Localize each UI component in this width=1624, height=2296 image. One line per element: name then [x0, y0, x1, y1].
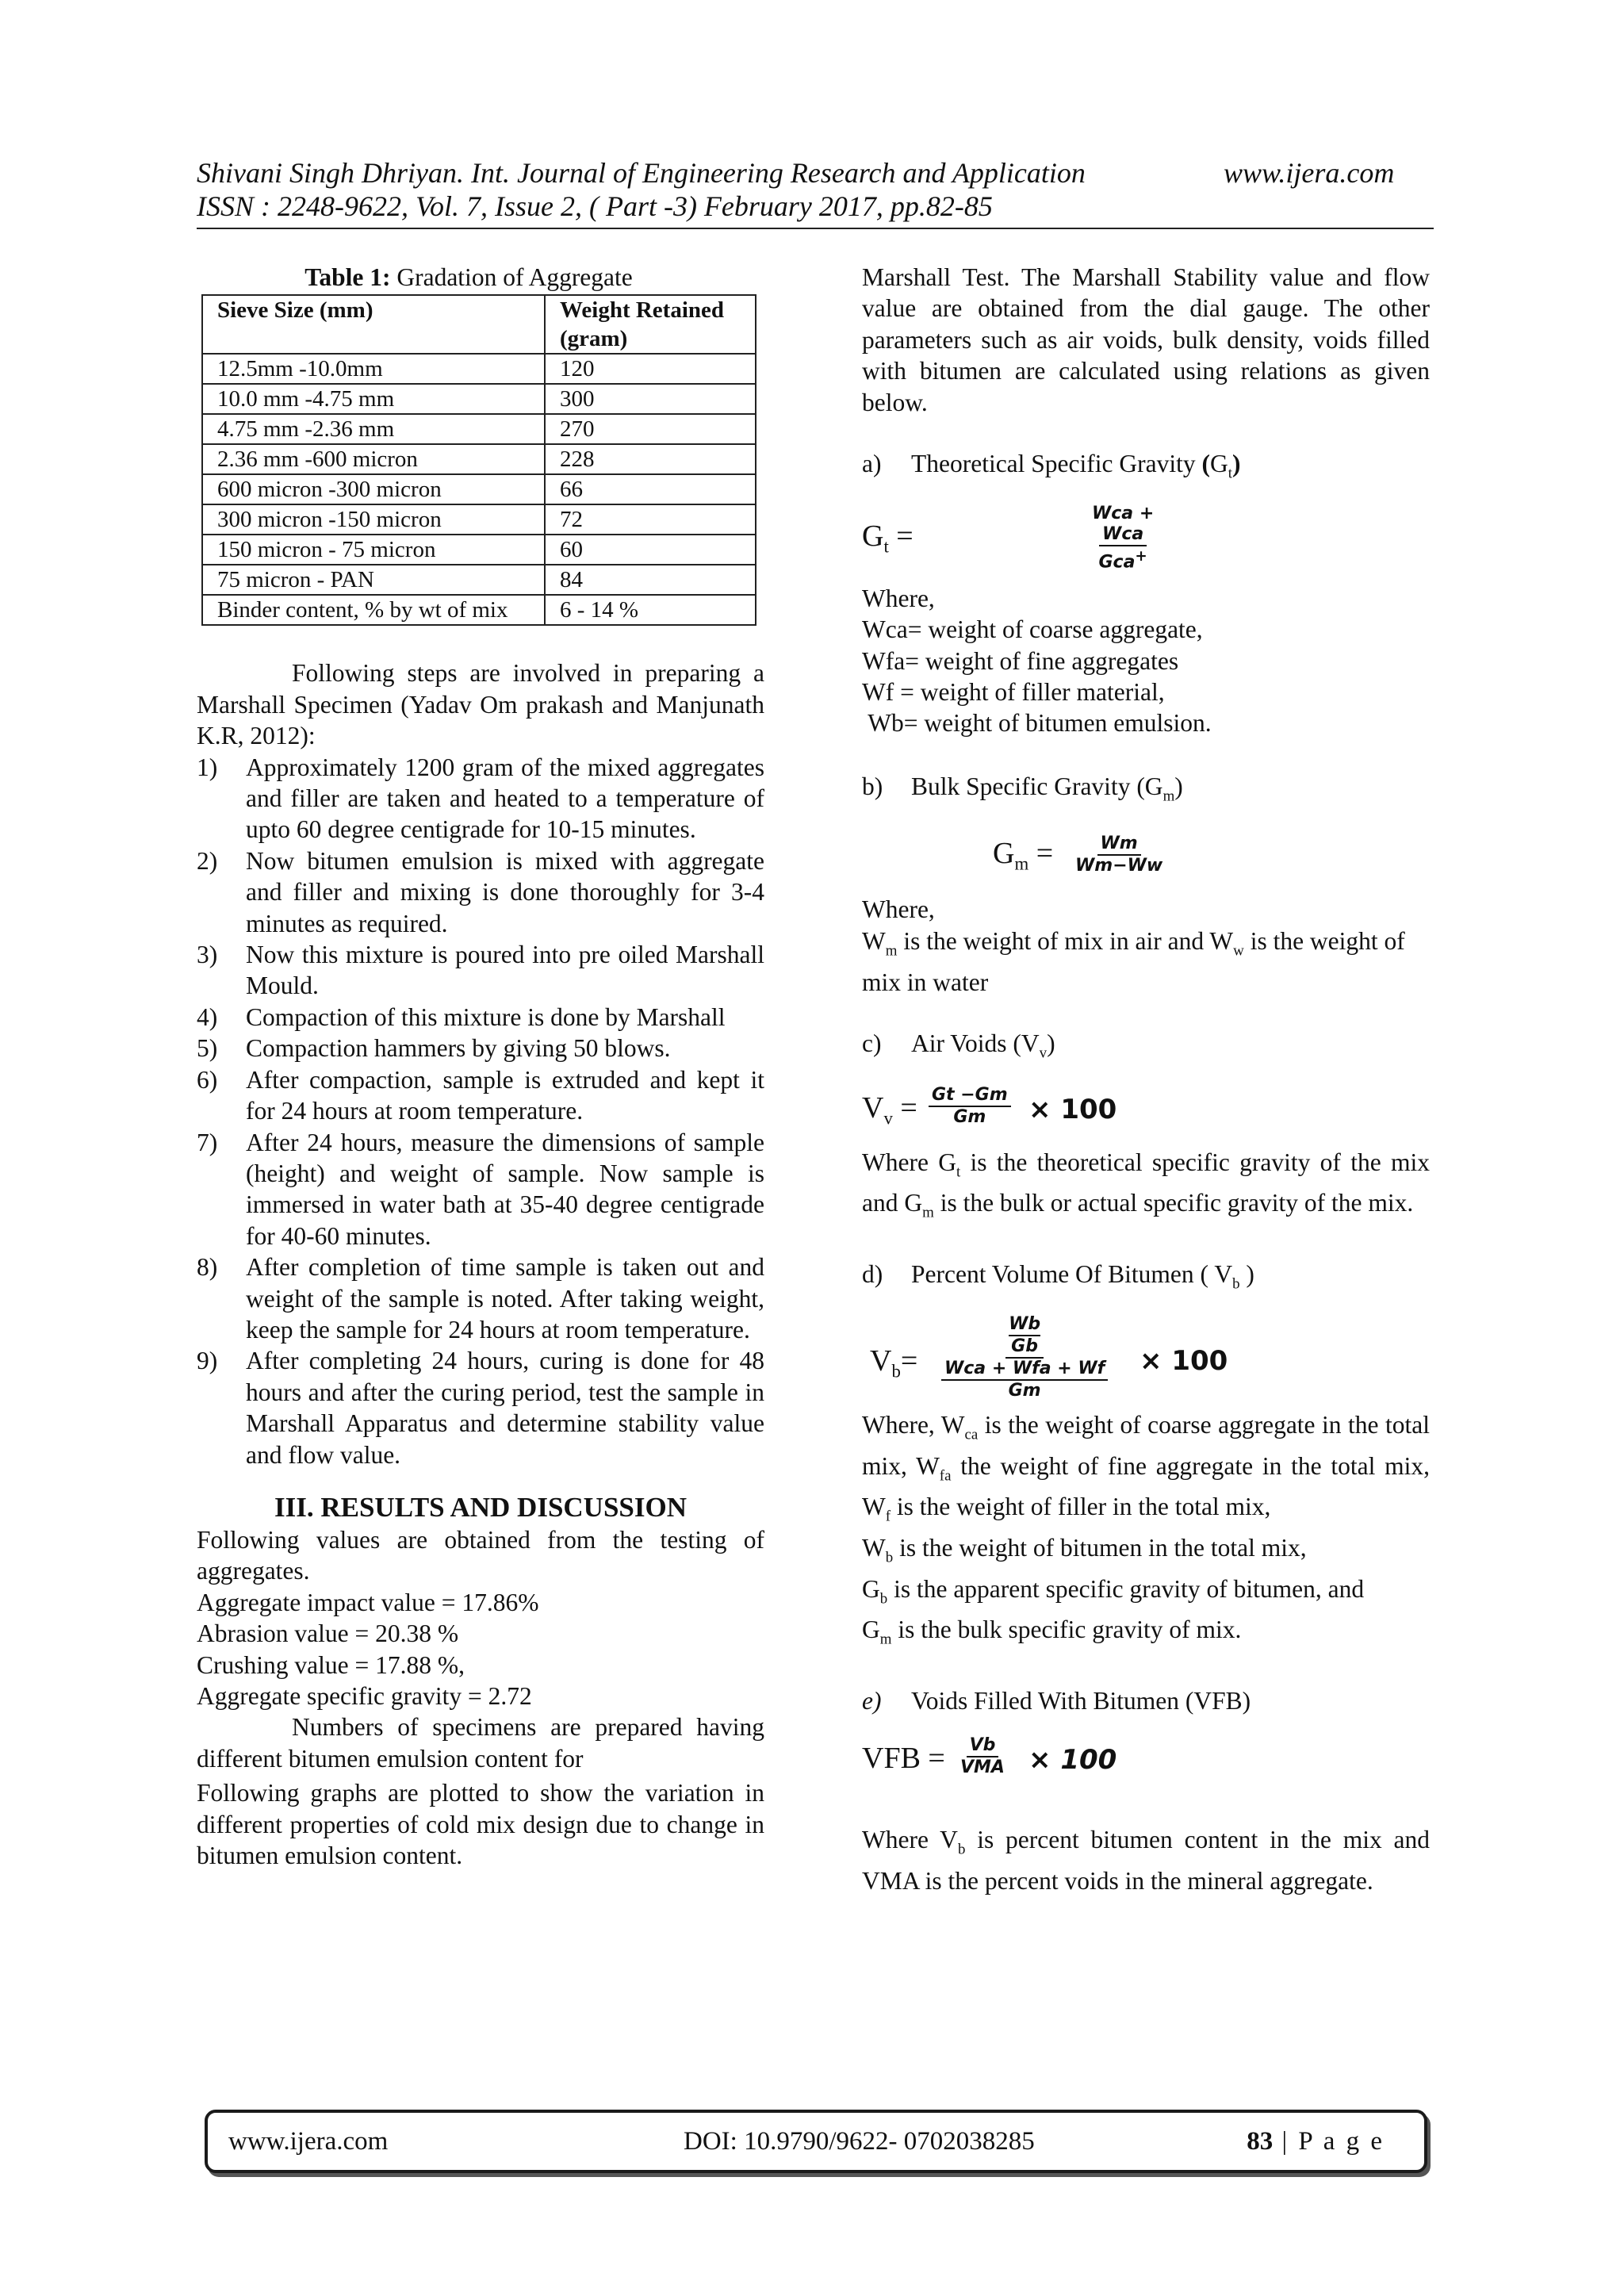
table-caption: Table 1: Gradation of Aggregate: [304, 263, 633, 291]
list-item: 6) After compaction, sample is extruded and kept it for 24 hours at room temperature.: [197, 1065, 764, 1125]
running-header-issn: ISSN : 2248-9622, Vol. 7, Issue 2, ( Part -3) February 2017, pp.82-85: [197, 190, 993, 222]
definition-line: Wca= weight of coarse aggregate,: [862, 615, 1203, 644]
where-label: Where,: [862, 895, 935, 924]
result-line: Abrasion value = 20.38 %: [197, 1619, 459, 1648]
heading-bulk-specific-gravity: b) Bulk Specific Gravity $(G_m)$: [862, 772, 1183, 805]
list-item: 7) After 24 hours, measure the dimensions of sample (height) and weight of sample. Now sample is immersed in water bath at 35-40 degree centigrade for 40-60 minutes.: [197, 1128, 764, 1250]
definition-line: Wfa= weight of fine aggregates: [862, 646, 1179, 675]
vfb-description: Where $V_b$ is percent bitumen content in the mix and VMA is the percent voids in the mineral aggregate.: [862, 1826, 1430, 1895]
running-header-url[interactable]: www.ijera.com: [1224, 157, 1395, 189]
list-item: 8) After completion of time sample is taken out and weight of the sample is noted. After taking weight, keep the sample for 24 hours at room temperature.: [197, 1253, 764, 1343]
heading-air-voids: c) Air Voids $(V_v)$: [862, 1029, 1055, 1062]
footer-doi: DOI: 10.9790/9622- 0702038285: [684, 2127, 1035, 2156]
list-item: 1) Approximately 1200 gram of the mixed aggregates and filler are taken and heated to a temperature of upto 60 degree centigrade for 10-15 minutes.: [197, 753, 764, 844]
footer-page-number: 83 | P a g e: [1247, 2127, 1385, 2156]
result-line: Aggregate impact value = 17.86%: [197, 1588, 539, 1616]
vb-description-line: $G_m$ is the bulk specific gravity of mix.: [862, 1616, 1242, 1648]
results-intro: Following values are obtained from the testing of aggregates.: [197, 1525, 764, 1585]
table-row: 10.0 mm -4.75 mm 300: [202, 384, 756, 414]
vb-description: Where, $W_{ca}$ is the weight of coarse aggregate in the total mix, $W_{fa}$ the weight of fine aggregate in the total mix, $W_f$ is the weight of filler in the total mix,: [862, 1410, 1430, 1525]
list-item: 5) Compaction hammers by giving 50 blows.: [197, 1034, 671, 1063]
vv-description: Where $G_t$ is the theoretical specific gravity of the mix and $G_m$ is the bulk or actual specific gravity of the mix.: [862, 1148, 1431, 1221]
table-header-sieve: Sieve Size (mm): [202, 295, 545, 354]
table-row: 75 micron - PAN 84: [202, 565, 756, 595]
fraction-gm: $\frac{Wm}{Wm-Ww}$: [1075, 834, 1163, 876]
heading-percent-volume-bitumen: d) Percent Volume Of Bitumen ( $V_b$ ): [862, 1260, 1254, 1293]
table-header-weight: Weight Retained (gram): [545, 295, 756, 354]
heading-theoretical-specific-gravity: a) Theoretical Specific Gravity $(G_t)$: [862, 450, 1241, 482]
where-label: Where,: [862, 584, 935, 612]
table-header-row: [202, 295, 756, 354]
table-row: Binder content, % by wt of mix 6 - 14 %: [202, 595, 756, 625]
table-row: 2.36 mm -600 micron 228: [202, 444, 756, 474]
left-column: [197, 262, 764, 1871]
section-title-results: III. RESULTS AND DISCUSSION: [274, 1491, 688, 1523]
result-line: Crushing value = 17.88 %,: [197, 1650, 465, 1679]
specimen-steps-list: [197, 752, 764, 1470]
list-item: 9) After completing 24 hours, curing is done for 48 hours and after the curing period, test the sample in Marshall Apparatus and determine stability value and flow value.: [197, 1347, 764, 1469]
equation-vfb: VFB = Vb VMA × 100: [862, 1735, 1117, 1778]
table-row: 12.5mm -10.0mm 120: [202, 354, 756, 384]
fraction-gt: Wca + Wca Gca+: [1092, 503, 1155, 573]
vb-description-line: $G_b$ is the apparent specific gravity of bitumen, and: [862, 1574, 1365, 1607]
list-item: 4) Compaction of this mixture is done by Marshall: [197, 1002, 726, 1031]
equation-vv: $V_v$ = $\frac{Gt -Gm}{Gm}$ × 100: [862, 1084, 1117, 1129]
table-row: 4.75 mm -2.36 mm 270: [202, 414, 756, 444]
page-footer: [205, 2110, 1427, 2173]
fraction-vv: $\frac{Gt -Gm}{Gm}$: [929, 1085, 1011, 1128]
right-column: [862, 262, 1430, 1897]
heading-voids-filled-bitumen: e) Voids Filled With Bitumen (VFB): [862, 1687, 1251, 1715]
gradation-table: [201, 294, 756, 626]
header-rule: [197, 228, 1434, 229]
table-row: 150 micron - 75 micron 60: [202, 535, 756, 565]
equation-gt: $G_t$ = Wca + Wca Gca+: [862, 503, 1155, 573]
fraction-vb: $\frac{Wb}{Gb}$ Wca + Wfa + Wf Gm: [941, 1314, 1108, 1401]
table-row: 300 micron -150 micron 72: [202, 504, 756, 535]
specimens-paragraph: Numbers of specimens are prepared having different bitumen emulsion content for: [197, 1713, 764, 1773]
graphs-paragraph: Following graphs are plotted to show the variation in different properties of cold mix design due to change in bitumen emulsion content.: [197, 1779, 764, 1870]
vb-description-line: $W_b$ is the weight of bitumen in the total mix,: [862, 1533, 1307, 1566]
footer-site-link[interactable]: www.ijera.com: [228, 2127, 389, 2156]
running-header-journal: Shivani Singh Dhriyan. Int. Journal of Engineering Research and Application: [197, 157, 1086, 189]
equation-vb: $V_b=$ $\frac{Wb}{Gb}$ Wca + Wfa + Wf Gm × 100: [870, 1313, 1228, 1401]
gm-description: $W_m$ is the weight of mix in air and $W_w$ is the weight of mix in water: [862, 926, 1405, 996]
definition-line: Wb= weight of bitumen emulsion.: [862, 709, 1212, 738]
result-line: Aggregate specific gravity = 2.72: [197, 1682, 532, 1710]
marshall-test-paragraph: Marshall Test. The Marshall Stability value and flow value are obtained from the dial gauge. The other parameters such as air voids, bulk density, voids filled with bitumen are calculated using relations as given below.: [862, 263, 1430, 416]
definition-line: Wf = weight of filler material,: [862, 677, 1165, 706]
list-item: 2) Now bitumen emulsion is mixed with aggregate and filler and mixing is done thoroughly for 3-4 minutes as required.: [197, 846, 764, 937]
table-row: 600 micron -300 micron 66: [202, 474, 756, 504]
list-item: 3) Now this mixture is poured into pre oiled Marshall Mould.: [197, 941, 764, 1000]
steps-intro: Following steps are involved in preparing a Marshall Specimen (Yadav Om prakash and Manjunath K.R, 2012):: [197, 659, 764, 750]
equation-gm: $G_m$ = $\frac{Wm}{Wm-Ww}$: [862, 826, 1430, 894]
fraction-vfb: Vb VMA: [960, 1735, 1005, 1778]
